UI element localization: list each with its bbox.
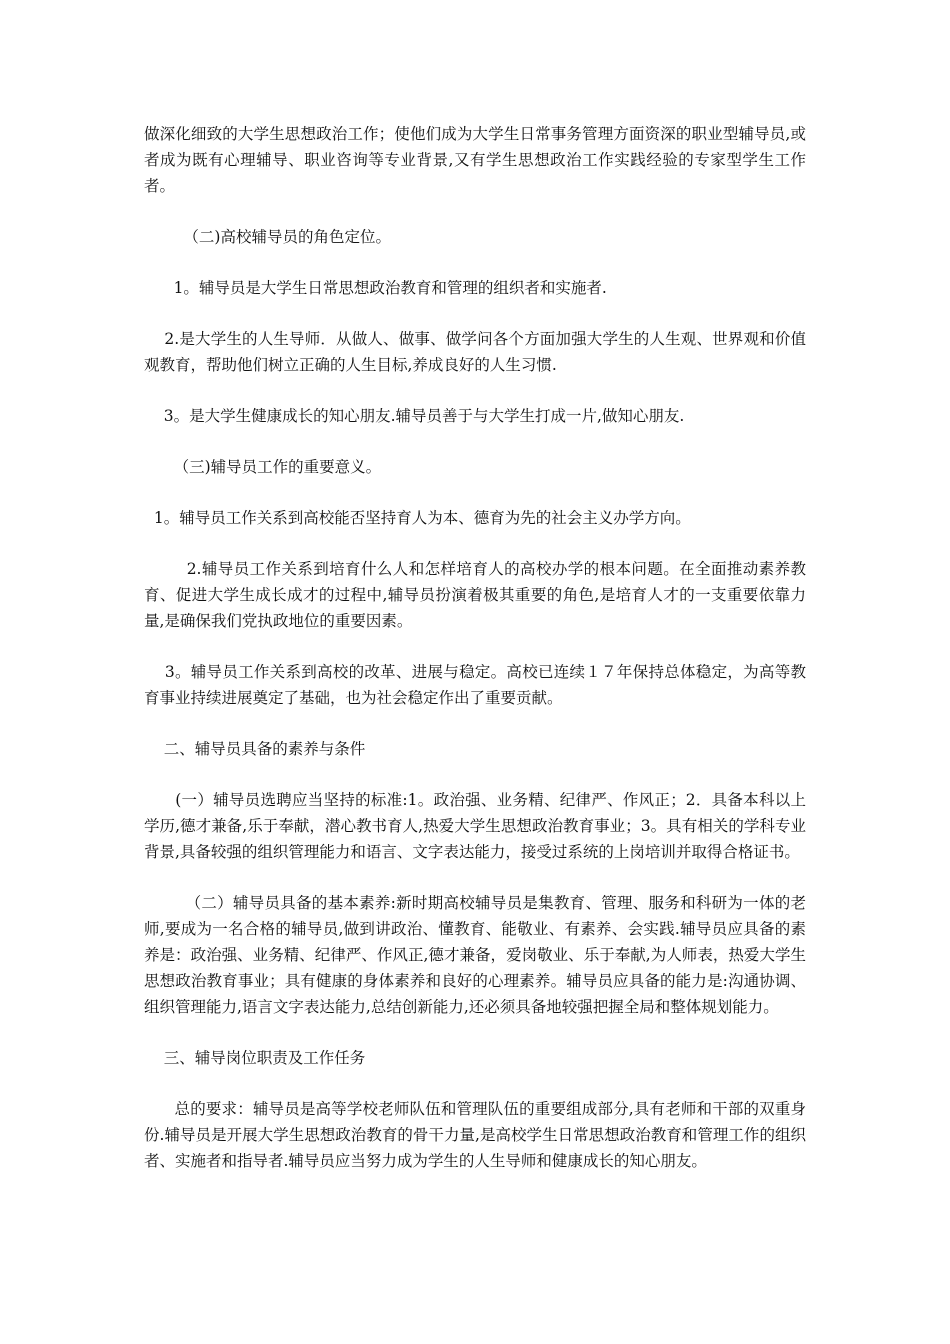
heading-role-positioning: （二)高校辅导员的角色定位。: [144, 228, 391, 246]
paragraph-role-3: 3。是大学生健康成长的知心朋友.辅导员善于与大学生打成一片,做知心朋友.: [144, 407, 685, 425]
paragraph-selection-standards: (一）辅导员选聘应当坚持的标准:1。政治强、业务精、纪律严、作风正；2．具备本科以上学历,德才兼备,乐于奉献，潜心教书育人,热爱大学生思想政治教育事业；3。具有相关的学科专业背景,具备较强的组织管理能力和语言、文字表达能力，接受过系统的上岗培训并取得合格证书。: [144, 791, 807, 861]
paragraph-importance-2: 2.辅导员工作关系到培育什么人和怎样培育人的高校办学的根本问题。在全面推动素养教育、促进大学生成长成才的过程中,辅导员扮演着极其重要的角色,是培育人才的一支重要依靠力量,是确保我们党执政地位的重要因素。: [144, 560, 806, 630]
paragraph-basic-qualities: （二）辅导员具备的基本素养:新时期高校辅导员是集教育、管理、服务和科研为一体的老师,要成为一名合格的辅导员,做到讲政治、懂教育、能敬业、有素养、会实践.辅导员应具备的素养是：政治强、业务精、纪律严、作风正,德才兼备，爱岗敬业、乐于奉献,为人师表，热爱大学生思想政治教育事业；具有健康的身体素养和良好的心理素养。辅导员应具备的能力是:沟通协调、组织管理能力,语言文字表达能力,总结创新能力,还必须具备地较强把握全局和整体规划能力。: [144, 894, 806, 1016]
paragraph-general-requirements: 总的要求：辅导员是高等学校老师队伍和管理队伍的重要组成部分,具有老师和干部的双重身份.辅导员是开展大学生思想政治教育的骨干力量,是高校学生日常思想政治教育和管理工作的组织者、实施者和指导者.辅导员应当努力成为学生的人生导师和健康成长的知心朋友。: [144, 1100, 806, 1170]
heading-section-two: 二、辅导员具备的素养与条件: [144, 740, 366, 758]
heading-section-three: 三、辅导岗位职责及工作任务: [144, 1049, 366, 1067]
document-page: [144, 121, 806, 1199]
paragraph-intro-continuation: 做深化细致的大学生思想政治工作；使他们成为大学生日常事务管理方面资深的职业型辅导员,或者成为既有心理辅导、职业咨询等专业背景,又有学生思想政治工作实践经验的专家型学生工作者。: [144, 125, 806, 195]
heading-importance: （三)辅导员工作的重要意义。: [144, 458, 382, 476]
paragraph-importance-1: 1。辅导员工作关系到高校能否坚持育人为本、德育为先的社会主义办学方向。: [144, 509, 691, 527]
paragraph-role-1: 1。辅导员是大学生日常思想政治教育和管理的组织者和实施者.: [144, 279, 607, 297]
paragraph-importance-3: 3。辅导员工作关系到高校的改革、进展与稳定。高校已连续１７年保持总体稳定，为高等教育事业持续进展奠定了基础，也为社会稳定作出了重要贡献。: [144, 663, 806, 707]
paragraph-role-2: 2.是大学生的人生导师．从做人、做事、做学问各个方面加强大学生的人生观、世界观和价值观教育，帮助他们树立正确的人生目标,养成良好的人生习惯.: [144, 330, 806, 374]
